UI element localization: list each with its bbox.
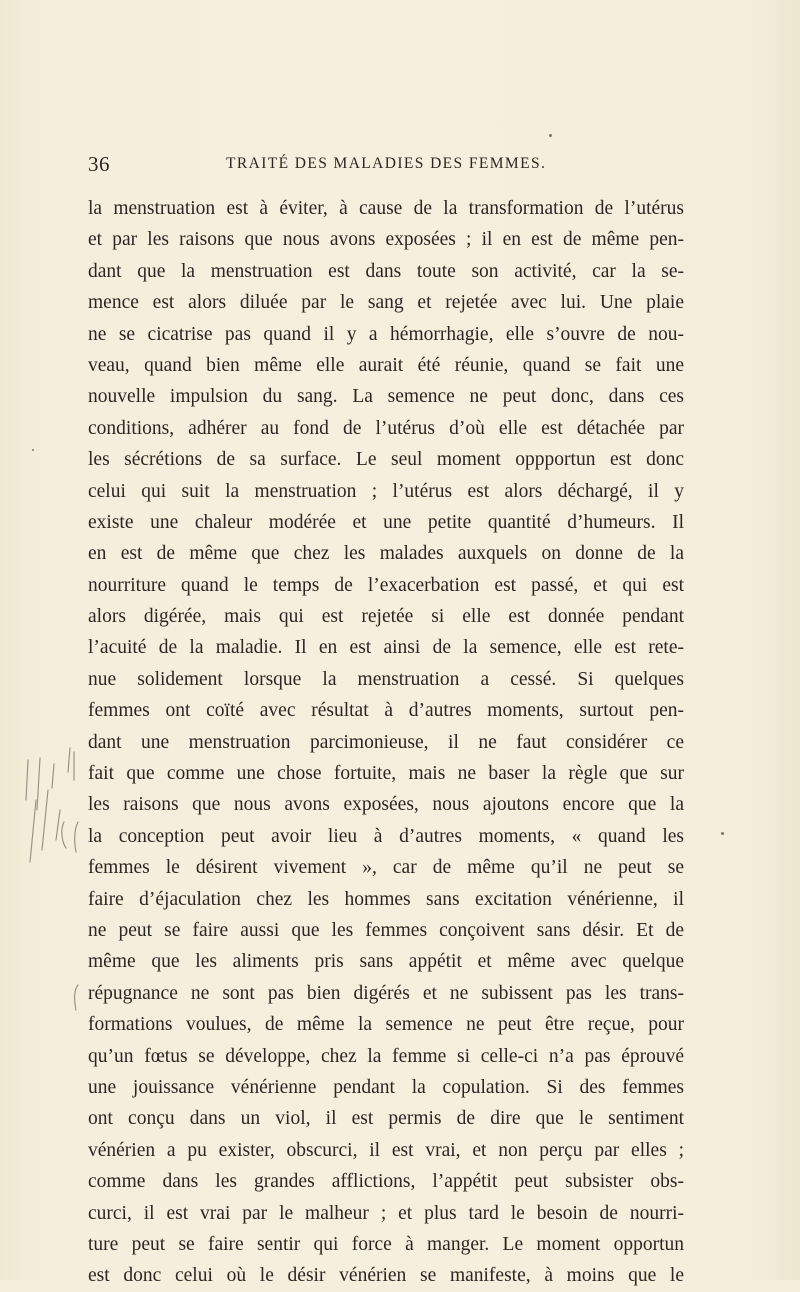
text-line: la menstruation est à éviter, à cause de la transformation de l’utérus	[88, 198, 684, 219]
text-line: les raisons que nous avons exposées, nous ajoutons encore que la	[88, 794, 684, 816]
text-line: celui qui suit la menstruation ; l’utérus est alors déchargé, il y	[88, 480, 684, 502]
text-line: ne peut se faire aussi que les femmes conçoivent sans désir. Et de	[88, 919, 684, 941]
text-line: conditions, adhérer au fond de l’utérus d’où elle est détachée par	[88, 417, 684, 439]
margin-dot	[549, 134, 552, 137]
margin-pencil-marks	[10, 730, 90, 1050]
margin-dot	[32, 449, 34, 451]
text-line: une jouissance vénérienne pendant la copulation. Si des femmes	[88, 1076, 684, 1098]
text-line: mence est alors diluée par le sang et rejetée avec lui. Une plaie	[88, 292, 684, 314]
body-text	[88, 193, 684, 1292]
text-line: alors digérée, mais qui est rejetée si elle est donnée pendant	[88, 606, 684, 628]
page-number: 36	[88, 152, 110, 176]
text-line: l’acuité de la maladie. Il en est ainsi de la semence, elle est rete-	[88, 637, 684, 659]
text-line: ont conçu dans un viol, il est permis de dire que le sentiment	[88, 1108, 684, 1130]
text-line: et par les raisons que nous avons exposées ; il en est de même pen-	[88, 229, 684, 251]
text-line: veau, quand bien même elle aurait été réunie, quand se fait une	[88, 354, 684, 376]
text-line: les sécrétions de sa surface. Le seul moment oppportun est donc	[88, 449, 684, 471]
text-line: femmes ont coïté avec résultat à d’autres moments, surtout pen-	[88, 700, 684, 722]
running-head: TRAITÉ DES MALADIES DES FEMMES.	[226, 155, 547, 172]
text-line: est donc celui où le désir vénérien se manifeste, à moins que le	[88, 1265, 684, 1287]
text-line: ture peut se faire sentir qui force à manger. Le moment opportun	[88, 1233, 684, 1255]
text-line: répugnance ne sont pas bien digérés et ne subissent pas les trans-	[88, 982, 684, 1004]
text-line: qu’un fœtus se développe, chez la femme si celle-ci n’a pas éprouvé	[88, 1045, 684, 1067]
text-line: même que les aliments pris sans appétit et même avec quelque	[88, 951, 684, 973]
text-line: dant que la menstruation est dans toute son activité, car la se-	[88, 260, 684, 282]
text-line: faire d’éjaculation chez les hommes sans excitation vénérienne, il	[88, 888, 684, 910]
text-line: nouvelle impulsion du sang. La semence ne peut donc, dans ces	[88, 386, 684, 408]
page-header	[88, 152, 688, 180]
text-line: fait que comme une chose fortuite, mais ne baser la règle que sur	[88, 763, 684, 785]
text-line: en est de même que chez les malades auxquels on donne de la	[88, 543, 684, 565]
text-line: existe une chaleur modérée et une petite quantité d’humeurs. Il	[88, 511, 684, 533]
text-line: ne se cicatrise pas quand il y a hémorrhagie, elle s’ouvre de nou-	[88, 323, 684, 345]
text-line: la conception peut avoir lieu à d’autres moments, « quand les	[88, 825, 684, 847]
text-line: curci, il est vrai par le malheur ; et plus tard le besoin de nourri-	[88, 1202, 684, 1224]
text-line: vénérien a pu exister, obscurci, il est vrai, et non perçu par elles ;	[88, 1139, 684, 1161]
text-line: nue solidement lorsque la menstruation a cessé. Si quelques	[88, 668, 684, 690]
text-line: dant une menstruation parcimonieuse, il ne faut considérer ce	[88, 731, 684, 753]
text-line: nourriture quand le temps de l’exacerbation est passé, et qui est	[88, 574, 684, 596]
text-line: comme dans les grandes afflictions, l’appétit peut subsister obs-	[88, 1171, 684, 1193]
text-line: femmes le désirent vivement », car de même qu’il ne peut se	[88, 857, 684, 879]
margin-dot	[721, 832, 724, 835]
text-line: formations voulues, de même la semence ne peut être reçue, pour	[88, 1014, 684, 1036]
